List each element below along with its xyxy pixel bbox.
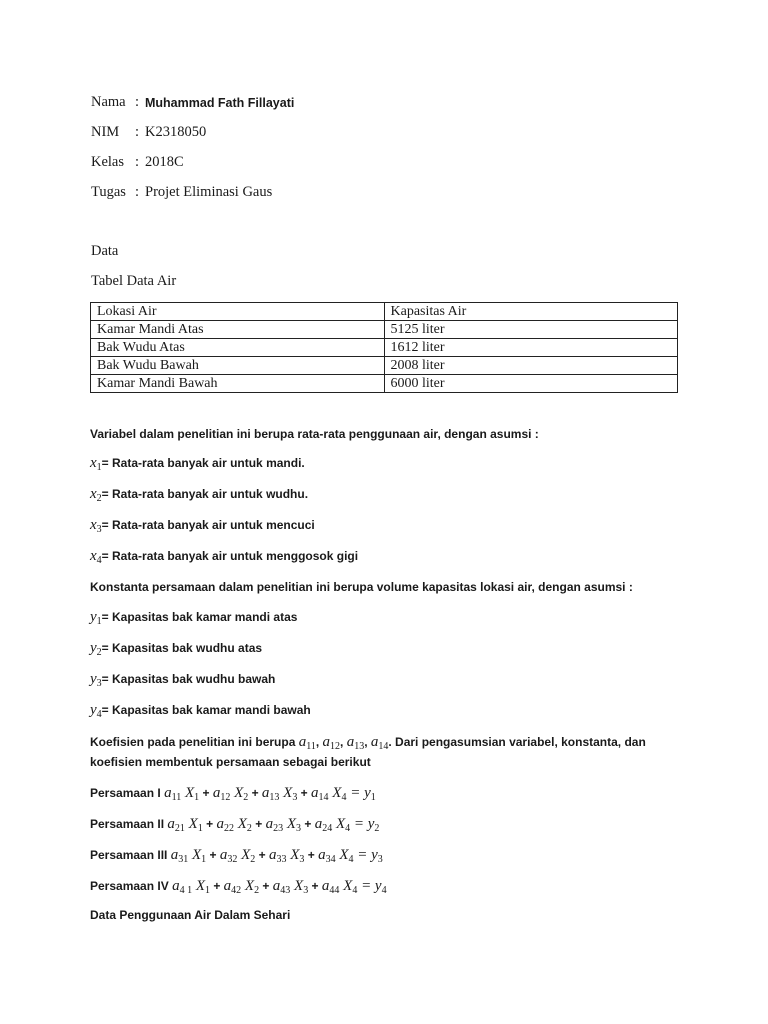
class-label: Kelas [91,154,125,170]
equation-3: Persamaan III $a_{31}$ $X_1 + a_{32}$ $X_2 + a_{33}$ $X_3 + a_{34}$ $X_4 = y_3$ [90,847,383,865]
table-header-cell: Kapasitas Air [384,303,678,321]
table-cell: 2008 liter [384,357,678,375]
constant-subscript: 4 [96,709,102,720]
coefficient-subscript: 14 [378,741,389,752]
constant-item [90,640,262,658]
variable-item [90,517,315,535]
task-value: Projet Eliminasi Gaus [145,184,273,200]
constant-description: = Kapasitas bak wudhu bawah [101,672,276,686]
variable-symbol: x [90,548,97,564]
variable-description: = Rata-rata banyak air untuk mencuci [101,518,315,532]
coefficient-intro-line2: koefisien membentuk persamaan sebagai berikut [90,755,371,769]
constant-description: = Kapasitas bak wudhu atas [101,641,263,655]
constant-description: = Kapasitas bak kamar mandi atas [101,610,298,624]
table-row [91,339,678,357]
coefficient-subscript: 12 [330,741,341,752]
constant-subscript: 3 [96,678,102,689]
constant-symbol: y [90,702,97,718]
constant-item [90,671,275,689]
equation-rhs-sub: 2 [374,823,380,834]
variable-subscript: 3 [96,524,102,535]
constant-subscript: 1 [96,616,102,627]
coefficient-intro-text: . Dari pengasumsian variabel, konstanta, dan [388,735,646,749]
variable-symbol: x [90,455,97,471]
equation-4: Persamaan IV $a_{4 1}$ $X_1 + a_{42}$ $X_2 + a_{43}$ $X_3 + a_{44}$ $X_4 = y_4$ [90,878,387,896]
nim-colon: : [135,124,140,140]
table-cell: Kamar Mandi Bawah [91,375,385,393]
variable-description: = Rata-rata banyak air untuk wudhu. [101,487,309,501]
constants-intro: Konstanta persamaan dalam penelitian ini berupa volume kapasitas lokasi air, dengan asumsi : [90,580,633,594]
nim-label: NIM [91,124,120,140]
table-row [91,357,678,375]
table-row [91,321,678,339]
table-cell: Bak Wudu Bawah [91,357,385,375]
equation-label: Persamaan II [90,817,165,831]
equation-1: Persamaan I $a_{11}$ $X_1 + a_{12}$ $X_2 + a_{13}$ $X_3 + a_{14}$ $X_4 = y_1$ [90,785,376,803]
task-label: Tugas [91,184,126,200]
table-row [91,375,678,393]
constant-description: = Kapasitas bak kamar mandi bawah [101,703,311,717]
equation-label: Persamaan I [90,786,161,800]
constant-item [90,702,311,720]
variable-symbol: x [90,486,97,502]
equation-2: Persamaan II $a_{21}$ $X_1 + a_{22}$ $X_2 + a_{23}$ $X_3 + a_{24}$ $X_4 = y_2$ [90,816,380,834]
table-header-row [91,303,678,321]
table-cell: Kamar Mandi Atas [91,321,385,339]
name-label: Nama [91,94,126,110]
table-header-cell: Lokasi Air [91,303,385,321]
section-data-heading: Data [91,243,119,259]
coefficient-subscript: 11 [306,741,316,752]
variable-item [90,455,305,473]
coefficient-intro-text: Koefisien pada penelitian ini berupa [90,735,296,749]
variable-item [90,486,308,504]
class-colon: : [135,154,140,170]
equation-rhs-sub: 3 [377,854,383,865]
table-cell: Bak Wudu Atas [91,339,385,357]
table-cell: 6000 liter [384,375,678,393]
class-value: 2018C [145,154,184,170]
constant-item [90,609,297,627]
table-cell: 5125 liter [384,321,678,339]
variable-subscript: 4 [96,555,102,566]
variable-item [90,548,358,566]
variables-intro: Variabel dalam penelitian ini berupa rata-rata penggunaan air, dengan asumsi : [90,427,539,441]
equation-rhs-sub: 1 [370,792,376,803]
water-data-table [90,302,678,393]
equation-rhs-sub: 4 [381,885,387,896]
constant-symbol: y [90,609,97,625]
constant-symbol: y [90,640,97,656]
variable-symbol: x [90,517,97,533]
nim-value: K2318050 [145,124,207,140]
table-title: Tabel Data Air [91,273,177,289]
constant-symbol: y [90,671,97,687]
task-colon: : [135,184,140,200]
coefficient-intro: Koefisien pada penelitian ini berupa $a_{11}$, $a_{12}$, $a_{13}$, $a_{14}$. Dari pengasumsian variabel, konstanta, dan [90,734,646,752]
usage-heading: Data Penggunaan Air Dalam Sehari [90,908,291,922]
equation-label: Persamaan III [90,848,168,862]
variable-description: = Rata-rata banyak air untuk menggosok gigi [101,549,359,563]
name-value: Muhammad Fath Fillayati [145,96,295,110]
variable-description: = Rata-rata banyak air untuk mandi. [101,456,305,470]
table-cell: 1612 liter [384,339,678,357]
variable-subscript: 2 [96,493,102,504]
coefficient-subscript: 13 [354,741,365,752]
equation-label: Persamaan IV [90,879,169,893]
constant-subscript: 2 [96,647,102,658]
equation-term-sub: 11 [171,792,182,803]
variable-subscript: 1 [96,462,102,473]
name-colon: : [135,94,140,110]
